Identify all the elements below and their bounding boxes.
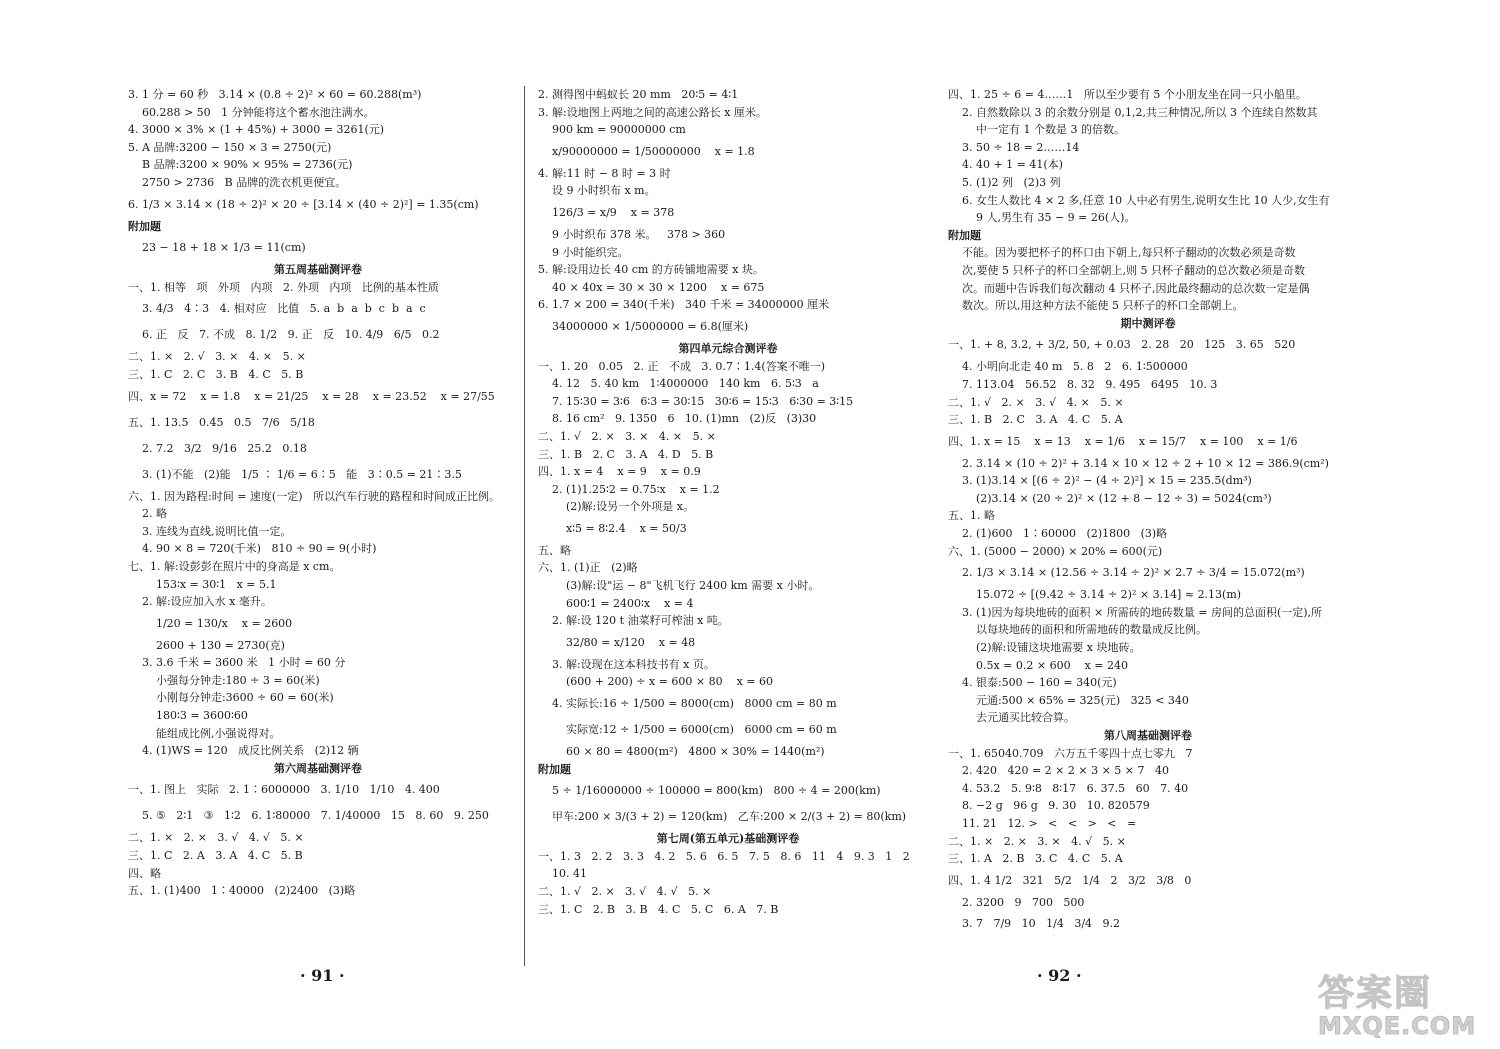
answer-line: 2600 + 130 = 2730(克) (128, 638, 285, 652)
answer-line: 一、1. 相等 项 外项 内项 2. 外项 内项 比例的基本性质 (128, 280, 439, 294)
answer-line: 3. (1)不能 (2)能 1/5 ∶ 1/6 = 6∶5 能 3∶0.5 = 21∶3.5 (128, 467, 462, 481)
answer-line: 5. 解:设用边长 40 cm 的方砖铺地需要 x 块。 (538, 263, 764, 277)
answer-line: 3. 4/3 4∶3 4. 相对应 比值 5. a b a b c b a c (128, 302, 426, 316)
answer-line: 2. 自然数除以 3 的余数分别是 0,1,2,共三种情况,所以 3 个连续自然数其 (948, 105, 1318, 119)
watermark-title: 答案圈 (1318, 973, 1433, 1014)
answer-line: 五、1. 13.5 0.45 0.5 7/6 5/18 (128, 415, 315, 429)
answer-line: 2. 3.14 × (10 ÷ 2)² + 3.14 × 10 × 12 ÷ 2 + 10 × 12 = 386.9(cm²) (948, 456, 1329, 470)
answer-line: 4. 解:11 时 − 8 时 = 3 时 (538, 166, 671, 180)
section-heading: 附加题 (538, 762, 571, 776)
answer-line: 2. 略 (128, 507, 167, 521)
answer-line: 2. (1)600 1∶60000 (2)1800 (3)略 (948, 527, 1168, 541)
answer-line: 11. 21 12. > < < > < = (948, 816, 1137, 830)
answer-line: 设 9 小时织布 x m。 (538, 184, 656, 198)
answer-line: 次。而题中告诉我们每次翻动 4 只杯子,因此最终翻动的总次数一定是偶 (948, 281, 1310, 295)
answer-line: 五、略 (538, 543, 571, 557)
section-title: 第六周基础测评卷 (274, 761, 362, 775)
answer-line: 2. (1)1.25∶2 = 0.75∶x x = 1.2 (538, 482, 720, 496)
answer-line: 180∶3 = 3600∶60 (128, 709, 248, 723)
answer-line: 4. 小明向北走 40 m 5. 8 2 6. 1∶500000 (948, 360, 1188, 374)
answer-line: 15.072 ÷ [(9.42 ÷ 3.14 ÷ 2)² × 3.14] ≈ 2.13(m) (948, 588, 1242, 602)
answer-line: 小刚每分钟走:3600 ÷ 60 = 60(米) (128, 691, 334, 705)
section-title: 第八周基础测评卷 (1104, 729, 1192, 742)
answer-line: 6. 1/3 × 3.14 × (18 ÷ 2)² × 20 ÷ [3.14 × (40 ÷ 2)²] = 1.35(cm) (128, 197, 479, 211)
answer-line: 二、1. √ 2. × 3. √ 4. √ 5. × (538, 885, 712, 898)
answer-line: 一、1. + 8, 3.2, + 3/2, 50, + 0.03 2. 28 20 125 3. 65 520 (948, 338, 1296, 352)
answer-line: x/90000000 = 1/50000000 x = 1.8 (538, 144, 755, 158)
answer-line: 2. 1/3 × 3.14 × (12.56 ÷ 3.14 ÷ 2)² × 2.7 ÷ 3/4 = 15.072(m³) (948, 566, 1305, 580)
answer-line: 9 人,男生有 35 − 9 = 26(人)。 (948, 211, 1136, 225)
answer-line: 40 × 40x = 30 × 30 × 1200 x = 675 (538, 280, 765, 294)
answer-line: 2. 解:设 120 t 油菜籽可榨油 x 吨。 (538, 614, 729, 628)
watermark-logo (1318, 965, 1488, 1040)
answer-line: 3. (1)因为每块地砖的面积 × 所需砖的地砖数量 = 房间的总面积(一定),所 (948, 605, 1323, 619)
answer-line: 四、略 (128, 866, 161, 880)
answer-line: 二、1. × 2. √ 3. × 4. × 5. × (128, 350, 306, 364)
answer-line: 3. 7 7/9 10 1/4 3/4 9.2 (948, 917, 1121, 931)
answer-line: 4. 实际长:16 ÷ 1/500 = 8000(cm) 8000 cm = 80 m (538, 697, 837, 711)
answer-line: 能组成比例,小强说得对。 (128, 726, 281, 740)
answer-line: (600 + 200) ÷ x = 600 × 80 x = 60 (538, 675, 773, 689)
answer-line: 3. (1)3.14 × [(6 ÷ 2)² − (4 ÷ 2)²] × 15 = 235.5(dm³) (948, 474, 1252, 488)
answer-line: 6. 正 反 7. 不成 8. 1/2 9. 正 反 10. 4/9 6/5 0.2 (128, 328, 440, 342)
answer-line: 5. ⑤ 2∶1 ③ 1∶2 6. 1∶80000 7. 1/40000 15 8. 60 9. 250 (128, 809, 489, 823)
watermark-url: MXQE.COM (1318, 1012, 1477, 1040)
answer-line: 元通:500 × 65% = 325(元) 325 < 340 (948, 693, 1189, 707)
answer-column-right (948, 86, 1348, 937)
answer-line: 3. 1 分 = 60 秒 3.14 × (0.8 ÷ 2)² × 60 = 60.288(m³) (128, 88, 422, 101)
answer-line: 4. 40 + 1 = 41(本) (948, 158, 1063, 172)
answer-line: 六、1. (1)正 (2)略 (538, 561, 638, 575)
answer-line: 900 km = 90000000 cm (538, 123, 686, 137)
answer-line: 二、1. × 2. × 3. × 4. √ 5. × (948, 834, 1126, 848)
answer-line: 4. 53.2 5. 9∶8 8∶17 6. 37.5 60 7. 40 (948, 781, 1189, 795)
answer-line: 6. 1.7 × 200 = 340(千米) 340 千米 = 34000000 厘米 (538, 298, 830, 312)
answer-line: 3. 50 ÷ 18 = 2……14 (948, 140, 1080, 154)
answer-line: 三、1. C 2. C 3. B 4. C 5. B (128, 367, 304, 381)
answer-line: 5. (1)2 列 (2)3 列 (948, 175, 1061, 189)
answer-line: 四、1. 25 ÷ 6 = 4……1 所以至少要有 5 个小朋友坐在同一只小船里。 (948, 88, 1307, 101)
answer-line: 中一定有 1 个数是 3 的倍数。 (948, 123, 1125, 137)
section-title: 第四单元综合测评卷 (678, 341, 778, 355)
answer-line: 2. 解:设应加入水 x 毫升。 (128, 595, 272, 609)
answer-line: 去元通买比较合算。 (948, 711, 1075, 725)
page-number-left: · 91 · (300, 966, 345, 985)
answer-line: 一、1. 20 0.05 2. 正 不成 3. 0.7∶1.4(答案不唯一) (538, 359, 825, 373)
answer-line: (2)解:设铺这块地需要 x 块地砖。 (948, 641, 1141, 655)
section-title: 期中测评卷 (1120, 316, 1176, 330)
answer-line: 600∶1 = 2400∶x x = 4 (538, 596, 694, 610)
answer-line: 不能。因为要把杯子的杯口由下朝上,每只杯子翻动的次数必须是奇数 (948, 246, 1296, 260)
answer-line: 8. 16 cm² 9. 1350 6 10. (1)mn (2)反 (3)30 (538, 412, 817, 426)
answer-line: 6. 女生人数比 4 × 2 多,任意 10 人中必有男生,说明女生比 10 人少,女生有 (948, 193, 1330, 207)
section-heading: 附加题 (128, 219, 161, 233)
answer-line: 9 小时能织完。 (538, 245, 629, 259)
answer-line: 3. 3.6 千米 = 3600 米 1 小时 = 60 分 (128, 656, 346, 670)
answer-line: 0.5x = 0.2 × 600 x = 240 (948, 658, 1128, 672)
answer-line: 4. (1)WS = 120 成反比例关系 (2)12 辆 (128, 744, 359, 758)
answer-line: 三、1. B 2. C 3. A 4. C 5. A (948, 413, 1123, 427)
answer-line: 60.288 > 50 1 分钟能将这个蓄水池注满水。 (128, 105, 375, 119)
answer-line: 2. 测得图中蚂蚁长 20 mm 20∶5 = 4∶1 (538, 88, 739, 101)
answer-line: 四、x = 72 x = 1.8 x = 21/25 x = 28 x = 23.52 x = 27/55 (128, 389, 495, 403)
answer-line: 小强每分钟走:180 ÷ 3 = 60(米) (128, 673, 320, 687)
column-divider (524, 86, 525, 966)
answer-line: 六、1. (5000 − 2000) × 20% = 600(元) (948, 544, 1163, 558)
answer-line: 5. A 品牌:3200 − 150 × 3 = 2750(元) (128, 140, 332, 154)
answer-line: 六、1. 因为路程:时间 = 速度(一定) 所以汽车行驶的路程和时间成正比例。 (128, 489, 500, 503)
answer-line: 4. 3000 × 3% × (1 + 45%) + 3000 = 3261(元) (128, 123, 385, 137)
answer-line: 2. 3200 9 700 500 (948, 895, 1085, 909)
answer-line: 甲车:200 × 3/(3 + 2) = 120(km) 乙车:200 × 2/(3 + 2) = 80(km) (538, 810, 907, 824)
section-title: 第五周基础测评卷 (274, 263, 362, 277)
answer-line: 1/20 = 130/x x = 2600 (128, 616, 293, 630)
answer-line: 3. 连线为直线,说明比值一定。 (128, 524, 292, 538)
answer-line: 5 ÷ 1/16000000 ÷ 100000 = 800(km) 800 ÷ 4 = 200(km) (538, 784, 881, 798)
answer-line: 数次。所以,用这种方法不能使 5 只杯子的杯口全部朝上。 (948, 299, 1244, 313)
answer-line: 以每块地砖的面积和所需地砖的数量成反比例。 (948, 623, 1207, 637)
answer-line: 4. 银泰:500 − 160 = 340(元) (948, 676, 1117, 690)
answer-line: 三、1. A 2. B 3. C 4. C 5. A (948, 852, 1123, 866)
answer-line: 34000000 × 1/5000000 = 6.8(厘米) (538, 319, 749, 333)
answer-line: 60 × 80 = 4800(m²) 4800 × 30% = 1440(m²) (538, 745, 825, 759)
section-heading: 附加题 (948, 228, 981, 242)
answer-line: (2)3.14 × (20 ÷ 2)² × (12 + 8 − 12 ÷ 3) = 5024(cm³) (948, 491, 1272, 505)
answer-line: 2750 > 2736 B 品牌的洗衣机更便宜。 (128, 175, 347, 189)
answer-line: 4. 90 × 8 = 720(千米) 810 ÷ 90 = 9(小时) (128, 542, 377, 556)
answer-line: 23 − 18 + 18 × 1/3 = 11(cm) (128, 241, 306, 255)
answer-column-middle (538, 86, 918, 918)
answer-line: 实际宽:12 ÷ 1/500 = 6000(cm) 6000 cm = 60 m (538, 723, 837, 737)
answer-line: 32/80 = x/120 x = 48 (538, 635, 696, 649)
answer-line: (3)解:设"运 − 8"飞机飞行 2400 km 需要 x 小时。 (538, 579, 820, 593)
answer-column-left (128, 86, 508, 900)
answer-line: 8. −2 g 96 g 9. 30 10. 820579 (948, 799, 1150, 813)
answer-line: 2. 7.2 3/2 9/16 25.2 0.18 (128, 441, 307, 455)
answer-line: 一、1. 图上 实际 2. 1∶6000000 3. 1/10 1/10 4. 400 (128, 783, 440, 797)
answer-line: 五、1. (1)400 1∶40000 (2)2400 (3)略 (128, 884, 356, 898)
answer-line: 七、1. 解:设彭彭在照片中的身高是 x cm。 (128, 559, 341, 573)
answer-line: (2)解:设另一个外项是 x。 (538, 500, 694, 514)
answer-line: 153∶x = 30∶1 x = 5.1 (128, 577, 277, 591)
answer-line: 五、1. 略 (948, 509, 995, 523)
answer-line: 四、1. 4 1/2 321 5/2 1/4 2 3/2 3/8 0 (948, 873, 1192, 887)
answer-line: 3. 解:设地图上两地之间的高速公路长 x 厘米。 (538, 105, 767, 119)
section-title: 第七周(第五单元)基础测评卷 (656, 832, 800, 846)
answer-line: 二、1. × 2. × 3. √ 4. √ 5. × (128, 831, 304, 845)
answer-line: 7. 15∶30 = 3∶6 6∶3 = 30∶15 30∶6 = 15∶3 6∶30 = 3∶15 (538, 394, 854, 408)
answer-line: 126/3 = x/9 x = 378 (538, 205, 675, 219)
answer-line: 二、1. √ 2. × 3. × 4. × 5. × (538, 429, 716, 443)
answer-line: B 品牌:3200 × 90% × 95% = 2736(元) (128, 158, 353, 172)
answer-line: x∶5 = 8∶2.4 x = 50/3 (538, 521, 687, 535)
answer-line: 三、1. C 2. B 3. B 4. C 5. C 6. A 7. B (538, 902, 779, 916)
answer-line: 7. 113.04 56.52 8. 32 9. 495 6495 10. 3 (948, 377, 1218, 391)
answer-line: 一、1. 3 2. 2 3. 3 4. 2 5. 6 6. 5 7. 5 8. 6 11 4 9. 3 1 2 (538, 849, 910, 863)
answer-line: 三、1. C 2. A 3. A 4. C 5. B (128, 849, 303, 863)
answer-line: 9 小时织布 378 米。 378 > 360 (538, 227, 726, 241)
answer-line: 次,要使 5 只杯子的杯口全部朝上,则 5 只杯子翻动的总次数必须是奇数 (948, 263, 1305, 277)
answer-line: 二、1. √ 2. × 3. √ 4. × 5. × (948, 395, 1124, 409)
answer-line: 3. 解:设现在这本科技书有 x 页。 (538, 657, 715, 671)
page-number-right: · 92 · (1037, 966, 1082, 985)
answer-line: 4. 12 5. 40 km 1∶4000000 140 km 6. 5∶3 a (538, 377, 819, 391)
answer-line: 一、1. 65040.709 六万五千零四十点七零九 7 (948, 746, 1193, 760)
answer-line: 四、1. x = 15 x = 13 x = 1/6 x = 15/7 x = 100 x = 1/6 (948, 434, 1298, 448)
answer-line: 10. 41 (538, 867, 587, 881)
answer-line: 三、1. B 2. C 3. A 4. D 5. B (538, 447, 714, 461)
answer-line: 2. 420 420 = 2 × 2 × 3 × 5 × 7 40 (948, 764, 1169, 778)
answer-line: 四、1. x = 4 x = 9 x = 0.9 (538, 465, 701, 479)
